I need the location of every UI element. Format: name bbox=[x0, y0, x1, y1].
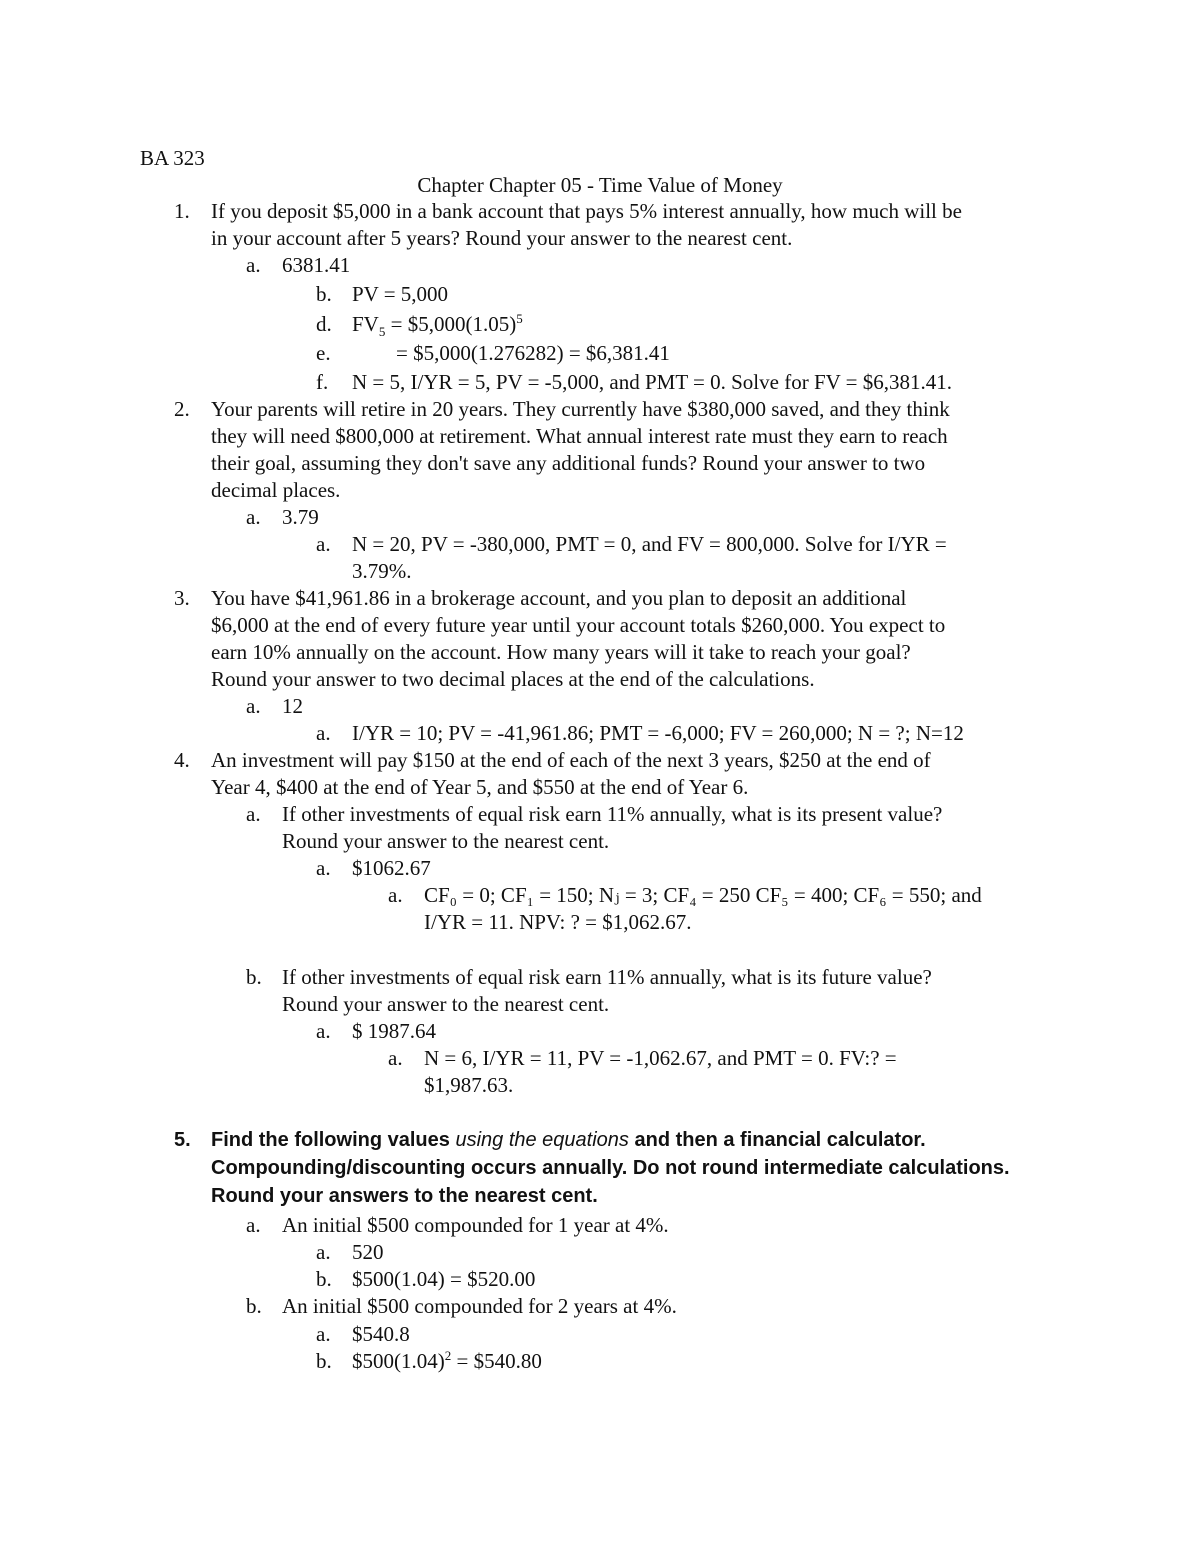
q3-calc-text: I/YR = 10; PV = -41,961.86; PMT = -6,000; FV = 260,000; N = ?; N=12 bbox=[352, 721, 964, 745]
q5-a-answer-label: a. bbox=[316, 1240, 331, 1264]
q1-a-label: a. bbox=[246, 253, 261, 277]
q2-text-line1: Your parents will retire in 20 years. They currently have $380,000 saved, and they think bbox=[211, 397, 950, 421]
q4-b-label: b. bbox=[246, 965, 262, 989]
q5-b-answer-label: a. bbox=[316, 1322, 331, 1346]
q5-b-text: An initial $500 compounded for 2 years at 4%. bbox=[282, 1294, 677, 1318]
q5-line1-post: and then a financial calculator. bbox=[628, 1129, 926, 1151]
page-title: Chapter Chapter 05 - Time Value of Money bbox=[417, 173, 783, 197]
q1-e-text: = $5,000(1.276282) = $6,381.41 bbox=[396, 341, 670, 365]
q2-calc-label: a. bbox=[316, 532, 331, 556]
q4-a-calc-line2: I/YR = 11. NPV: ? = $1,062.67. bbox=[424, 910, 692, 934]
q5-b-calc-pre: $500(1.04) bbox=[352, 1349, 445, 1373]
q3-a-answer: 12 bbox=[282, 694, 303, 718]
q4-b-calc-label: a. bbox=[388, 1046, 403, 1070]
q1-d-fv: FV bbox=[352, 312, 379, 336]
q4-a-answer-label: a. bbox=[316, 856, 331, 880]
q1-d-sup: 5 bbox=[516, 311, 523, 326]
q5-b-calc-label: b. bbox=[316, 1349, 332, 1373]
q5-a-calc-label: b. bbox=[316, 1267, 332, 1291]
q5-a-text: An initial $500 compounded for 1 year at 4%. bbox=[282, 1213, 669, 1237]
course-code: BA 323 bbox=[140, 146, 205, 170]
q4-a-label: a. bbox=[246, 802, 261, 826]
q4-a-line2: Round your answer to the nearest cent. bbox=[282, 829, 610, 853]
q5-b-calc-sup: 2 bbox=[444, 1348, 452, 1363]
q5-number: 5. bbox=[174, 1129, 191, 1151]
q2-text-line4: decimal places. bbox=[211, 478, 341, 502]
q4-b-calc-line2: $1,987.63. bbox=[424, 1073, 514, 1097]
q5-line1-italic: using the equations bbox=[455, 1129, 629, 1151]
q1-text-line1: If you deposit $5,000 in a bank account that pays 5% interest annually, how much will be bbox=[211, 199, 962, 223]
q1-b-text: PV = 5,000 bbox=[352, 282, 449, 306]
q4-a-calc-line1: CF₀ = 0; CF₁ = 150; Nⱼ = 3; CF₄ = 250 CF₅ = 400; CF₆ = 550; and bbox=[424, 883, 982, 907]
q3-calc-label: a. bbox=[316, 721, 331, 745]
q2-a-label: a. bbox=[246, 505, 261, 529]
q3-number: 3. bbox=[174, 586, 190, 610]
q5-line1-pre: Find the following values bbox=[211, 1129, 456, 1151]
q5-a-label: a. bbox=[246, 1213, 261, 1237]
q4-a-line1: If other investments of equal risk earn 11% annually, what is its present value? bbox=[282, 802, 943, 826]
q2-number: 2. bbox=[174, 397, 190, 421]
q3-a-label: a. bbox=[246, 694, 261, 718]
q1-text-line2: in your account after 5 years? Round your answer to the nearest cent. bbox=[211, 226, 793, 250]
q2-text-line2: they will need $800,000 at retirement. What annual interest rate must they earn to reach bbox=[211, 424, 948, 448]
q4-text-line2: Year 4, $400 at the end of Year 5, and $550 at the end of Year 6. bbox=[211, 775, 749, 799]
q1-d-sub: 5 bbox=[378, 324, 386, 340]
q1-a-answer: 6381.41 bbox=[282, 253, 351, 277]
q5-text-line3: Round your answers to the nearest cent. bbox=[211, 1185, 598, 1207]
q4-number: 4. bbox=[174, 748, 190, 772]
q5-b-label: b. bbox=[246, 1294, 262, 1318]
q2-a-answer: 3.79 bbox=[282, 505, 319, 529]
q5-b-calc bbox=[352, 1348, 542, 1375]
q1-d-mid: = $5,000(1.05) bbox=[385, 312, 517, 336]
q3-text-line3: earn 10% annually on the account. How many years will it take to reach your goal? bbox=[211, 640, 911, 664]
q1-e-label: e. bbox=[316, 341, 331, 365]
q1-d-formula bbox=[352, 311, 523, 338]
q5-a-calc: $500(1.04) = $520.00 bbox=[352, 1267, 536, 1291]
q1-b-label: b. bbox=[316, 282, 332, 306]
q4-b-line2: Round your answer to the nearest cent. bbox=[282, 992, 610, 1016]
q4-a-calc-label: a. bbox=[388, 883, 403, 907]
q2-text-line3: their goal, assuming they don't save any additional funds? Round your answer to two bbox=[211, 451, 926, 475]
q4-a-answer: $1062.67 bbox=[352, 856, 431, 880]
q3-text-line1: You have $41,961.86 in a brokerage account, and you plan to deposit an additional bbox=[211, 586, 907, 610]
q2-calc-line2: 3.79%. bbox=[352, 559, 412, 583]
q3-text-line2: $6,000 at the end of every future year until your account totals $260,000. You expect to bbox=[211, 613, 946, 637]
q5-a-answer: 520 bbox=[352, 1240, 384, 1264]
q4-b-answer-label: a. bbox=[316, 1019, 331, 1043]
q5-text-line1 bbox=[211, 1127, 926, 1154]
q1-number: 1. bbox=[174, 199, 190, 223]
q4-b-answer: $ 1987.64 bbox=[352, 1019, 436, 1043]
q1-f-label: f. bbox=[316, 370, 329, 394]
q2-calc-line1: N = 20, PV = -380,000, PMT = 0, and FV = 800,000. Solve for I/YR = bbox=[352, 532, 947, 556]
q4-text-line1: An investment will pay $150 at the end of each of the next 3 years, $250 at the end of bbox=[211, 748, 931, 772]
q3-text-line4: Round your answer to two decimal places at the end of the calculations. bbox=[211, 667, 815, 691]
q5-text-line2: Compounding/discounting occurs annually. Do not round intermediate calculations. bbox=[211, 1157, 1010, 1179]
q4-b-calc-line1: N = 6, I/YR = 11, PV = -1,062.67, and PMT = 0. FV:? = bbox=[424, 1046, 897, 1070]
q1-f-text: N = 5, I/YR = 5, PV = -5,000, and PMT = 0. Solve for FV = $6,381.41. bbox=[352, 370, 952, 394]
q1-d-label: d. bbox=[316, 312, 332, 336]
q5-b-answer: $540.8 bbox=[352, 1322, 410, 1346]
q4-b-line1: If other investments of equal risk earn 11% annually, what is its future value? bbox=[282, 965, 932, 989]
q5-b-calc-post: = $540.80 bbox=[451, 1349, 542, 1373]
